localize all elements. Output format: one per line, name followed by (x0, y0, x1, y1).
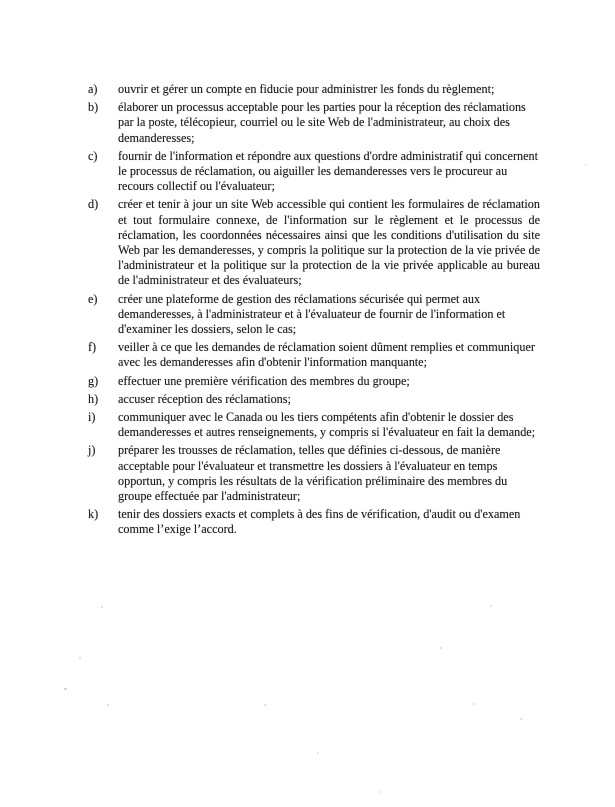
scan-speck (317, 752, 319, 754)
scan-speck (585, 164, 587, 166)
list-item-label: h) (88, 391, 99, 406)
scan-speck (264, 704, 266, 706)
list-item-label: f) (88, 340, 97, 355)
scan-speck (440, 647, 442, 649)
scan-speck (107, 704, 109, 706)
list-item-text: effectuer une première vérification des membres du groupe; (118, 373, 410, 388)
list-item-text: ouvrir et gérer un compte en fiducie pour administrer les fonds du règlement; (118, 82, 495, 96)
list-item-label: k) (88, 507, 99, 522)
list-item (88, 374, 540, 389)
list-item-label: c) (88, 148, 98, 163)
list-item-text: élaborer un processus acceptable pour les parties pour la réception des réclamations par la poste, télécopieur, courriel ou le site Web de l'administrateur, au choix des demanderesses; (118, 100, 526, 145)
list-item (88, 197, 540, 288)
list-item-text: tenir des dossiers exacts et complets à des fins de vérification, d'audit ou d'examen comme l’exige l’accord. (118, 507, 521, 537)
scan-speck (490, 605, 492, 607)
list-item-label: i) (88, 410, 96, 425)
list-item-text: fournir de l'information et répondre aux questions d'ordre administratif qui concernent le processus de réclamation, ou aiguiller les demanderesses vers le procureur au recours collectif ou l'évaluateur; (118, 148, 538, 194)
list-item (88, 100, 540, 146)
list-item (88, 443, 540, 504)
list-item-label: j) (88, 443, 96, 458)
list-item (88, 392, 540, 407)
scan-speck (79, 657, 81, 659)
list-item (88, 292, 540, 338)
scan-speck (473, 703, 475, 705)
list-item-label: g) (88, 373, 99, 388)
list-item (88, 340, 540, 370)
scan-speck (64, 688, 67, 690)
list-item-label: e) (88, 291, 98, 306)
list-item (88, 149, 540, 195)
list-item-label: a) (88, 82, 98, 96)
list-item-label: d) (88, 197, 99, 212)
list-item (88, 82, 540, 97)
list-item-text: veiller à ce que les demandes de réclamation soient dûment remplies et communiquer avec les demanderesses afin d'obtenir l'information manquante; (118, 340, 535, 370)
scan-speck (101, 606, 103, 608)
list-item-text: créer une plateforme de gestion des réclamations sécurisée qui permet aux demanderesses, à l'administrateur et à l'évaluateur de fournir de l'information et d'examiner les dossiers, selon le cas; (118, 291, 506, 337)
lettered-list (88, 82, 540, 541)
list-item-label: b) (88, 100, 99, 115)
list-item (88, 507, 540, 537)
list-item-text: communiquer avec le Canada ou les tiers compétents afin d'obtenir le dossier des demanderesses et autres renseignements, y compris si l'évaluateur en fait la demande; (118, 410, 536, 440)
list-item (88, 410, 540, 440)
scan-speck (520, 718, 522, 720)
list-item-text: préparer les trousses de réclamation, telles que définies ci-dessous, de manière acceptable pour l'évaluateur et transmettre les dossiers à l'évaluateur en temps opportun, y compris les résultats de la vérification préliminaire des membres du groupe effectuée par l'administrateur; (118, 443, 508, 504)
list-item-text: créer et tenir à jour un site Web accessible qui contient les formulaires de réclamation et tout formulaire connexe, de l'information sur le règlement et le processus de réclamation, les coordonnées nécessaires ainsi que les conditions d'utilisation du site Web par les demanderesses, y compris la politique sur la protection de la vie privée de l'administrateur et la politique sur la protection de la vie privée applicable au bureau de l'administrateur et des évaluateurs; (118, 197, 540, 288)
scan-speck (380, 791, 382, 793)
list-item-text: accuser réception des réclamations; (118, 391, 291, 406)
